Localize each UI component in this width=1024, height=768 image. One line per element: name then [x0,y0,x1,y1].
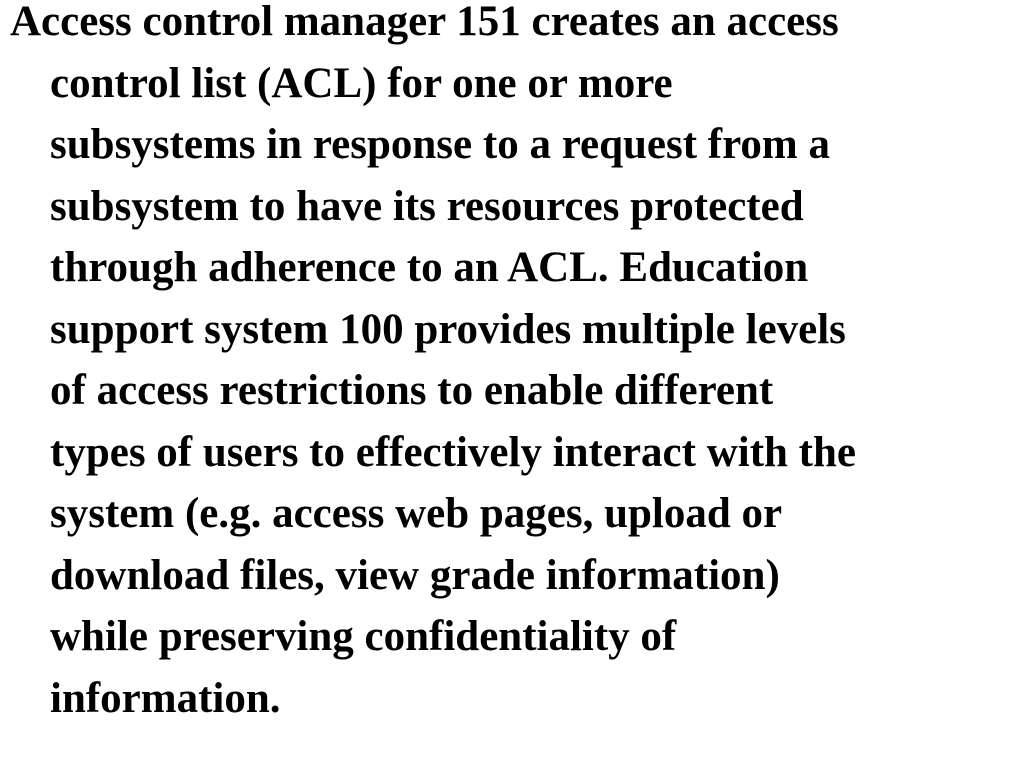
paragraph-line: information. [50,674,281,722]
paragraph-line: of access restrictions to enable different [50,367,774,414]
paragraph-line: system (e.g. access web pages, upload or [50,490,783,537]
paragraph-line: through adherence to an ACL. Education [50,244,809,291]
paragraph-line: subsystems in response to a request from a [50,121,831,168]
paragraph-line: Access control manager 151 creates an access [10,0,839,45]
paragraph-line: types of users to effectively interact with the [50,428,856,476]
paragraph-line: support system 100 provides multiple levels [50,305,846,353]
paragraph-line: subsystem to have its resources protected [50,182,804,230]
paragraph-line: download files, view grade information) [50,551,780,599]
paragraph-line: while preserving confidentiality of [50,613,677,660]
paragraph-line: control list (ACL) for one or more [50,59,673,107]
